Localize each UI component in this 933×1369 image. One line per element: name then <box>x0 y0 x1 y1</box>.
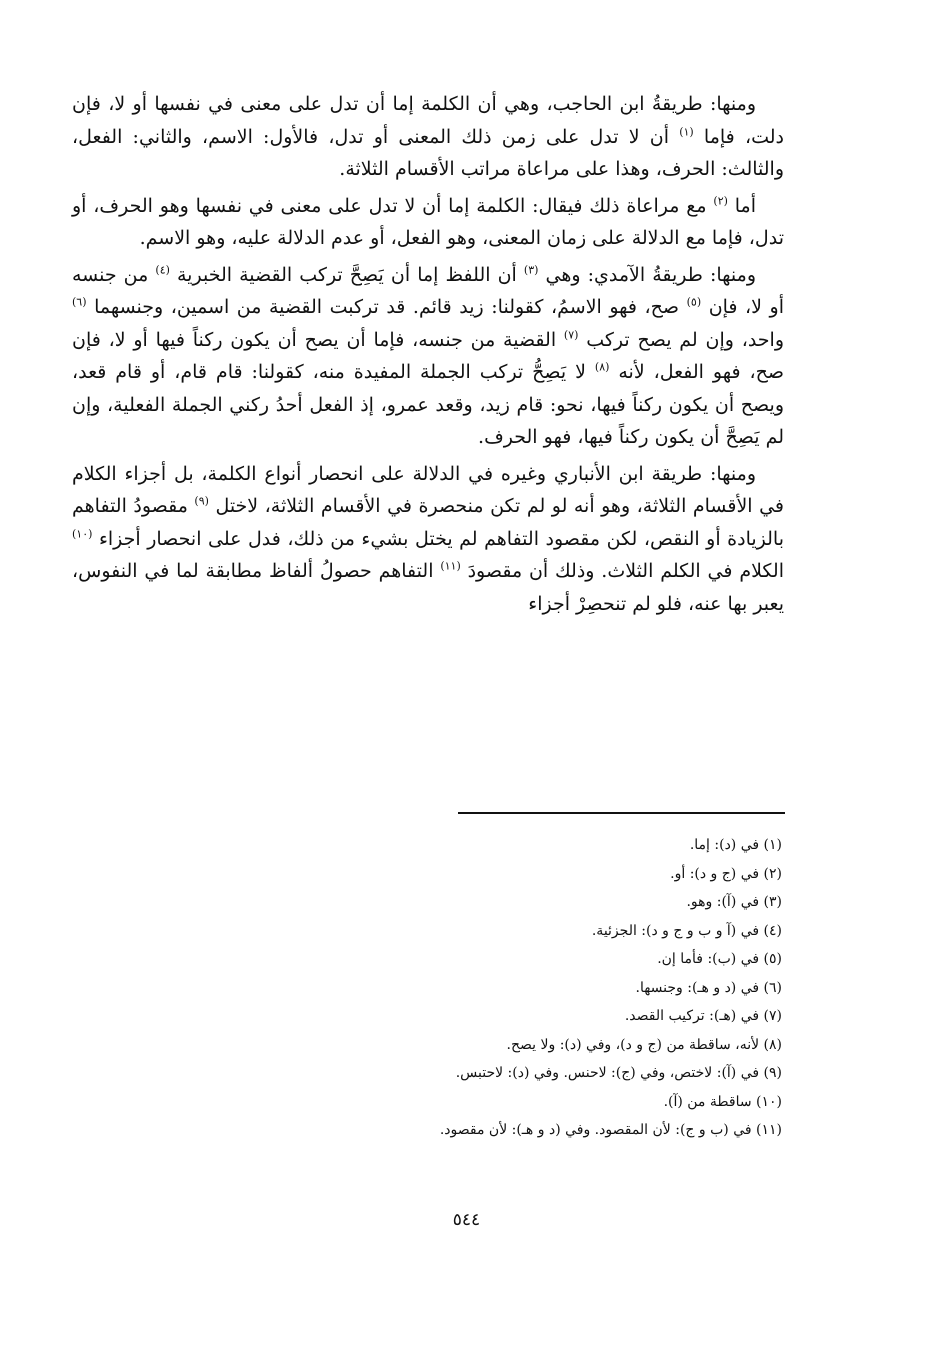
footnote-7: (٧) في (هـ): تركيب القصد. <box>624 1008 782 1024</box>
text-segment: أما <box>734 194 756 217</box>
paragraph-al-amidi <box>72 259 784 454</box>
text-segment: ومنها: طريقةُ ابن الحاجب، وهي أن الكلمة إما أن تدل على معنى في نفسها أو لا، فإن دلت، فإما <box>72 93 784 148</box>
footnote-ref: (١) <box>679 125 694 139</box>
footnote-ref: (٤) <box>155 263 170 277</box>
paragraph-ibn-al-hajib <box>72 88 784 186</box>
page-number: ٥٤٤ <box>452 1210 481 1230</box>
text-segment: واحد، وإن لم يصح تركب <box>586 328 785 351</box>
text-segment: أن لا تدل على زمن ذلك المعنى أو تدل، فالأول: الاسم، والثاني: الفعل، والثالث: الحرف، وهذا على مراعاة مراتب الأقسام الثلاثة. <box>72 125 784 180</box>
text-segment: الكلام في الكلم الثلاث. وذلك أن مقصودَ <box>467 560 784 582</box>
footnote-1: (١) في (د): إما. <box>689 837 782 853</box>
footnote-ref: (٩) <box>194 494 209 508</box>
footnotes <box>72 831 782 1145</box>
footnote-separator <box>458 812 785 814</box>
paragraph-without-order <box>72 190 784 255</box>
text-segment: ومنها: طريقة ابن الأنباري وغيره في الدلالة على انحصار أنواع الكلمة، بل أجزاء الكلام في الأقسام الثلاثة، وهو أنه لو لم تكن منحصرة في الأقسام الثلاثة، لاختل <box>72 462 784 517</box>
text-segment: من جنسه أو لا، فإن <box>72 263 785 318</box>
text-segment: ومنها: طريقةُ الآمدي: وهي <box>545 263 756 286</box>
footnote-ref: (٨) <box>594 360 610 374</box>
footnote-8: (٨) لأنه، ساقطة من (ج و د)، وفي (د): ولا يصح. <box>506 1036 782 1053</box>
footnote-ref: (١٠) <box>72 527 93 541</box>
footnote-10: (١٠) ساقطة من (آ). <box>663 1093 782 1110</box>
text-segment: القضية من جنسه، فإما أن يصح أن يكون ركناً فيها أو لا، فإن صح، فهو الفعل، لأنه <box>72 328 784 383</box>
footnote-ref: (٣) <box>523 263 539 277</box>
footnote-3: (٣) في (آ): وهو. <box>686 894 782 910</box>
footnote-ref: (١١) <box>440 559 461 573</box>
text-segment: صح، فهو الاسمُ، كقولنا: زيد قائم. قد تركبت القضية من اسمين، وجنسهما <box>94 296 680 318</box>
footnote-9: (٩) في (آ): لاختص، وفي (ج): لاحنس. وفي (د): لاحتبس. <box>455 1065 782 1081</box>
paragraph-ibn-al-anbari <box>72 458 784 621</box>
text-segment: التفاهم حصولُ ألفاظ مطابقة لما في النفوس، يعبر بها عنه، فلو لم تنحصِرْ أجزاء <box>72 560 784 615</box>
main-text <box>72 88 784 624</box>
footnote-2: (٢) في (ج و د): أو. <box>670 865 782 882</box>
footnote-ref: (٧) <box>563 328 579 342</box>
text-segment: أن اللفظ إما أن يَصِحَّ تركب القضية الخبرية <box>177 263 517 286</box>
footnote-4: (٤) في (آ و ب و ج و د): الجزئية. <box>591 922 782 939</box>
footnote-11: (١١) في (ب و ج): لأن المقصود. وفي (د و هـ): لأن مقصود. <box>439 1122 782 1138</box>
footnote-5: (٥) في (ب): فأما إن. <box>657 951 782 967</box>
text-segment: مع مراعاة ذلك فيقال: الكلمة إما أن لا تدل على معنى في نفسها وهو الحرف، أو تدل، فإما مع الدلالة على زمان المعنى، وهو الفعل، أو عدم الدلالة عليه، وهو الاسم. <box>72 194 784 249</box>
footnote-ref: (٢) <box>713 194 728 208</box>
footnote-ref: (٦) <box>72 295 87 309</box>
text-segment: لا يَصِحُّ تركب الجملة المفيدة منه، كقولنا: قام قام، أو قام قعد، ويصح أن يكون ركناً فيها، نحو: قام زيد، وقعد عمرو، إذ الفعل أحدُ ركني الجملة الفعلية، وإن لم يَصِحَّ أن يكون ركناً فيها، فهو الحرف. <box>72 361 784 448</box>
footnote-6: (٦) في (د و هـ): وجنسها. <box>635 979 782 996</box>
footnote-ref: (٥) <box>686 295 702 309</box>
text-segment: مقصودُ التفاهم بالزيادة أو النقص، لكن مقصود التفاهم لم يختل بشيء من ذلك، فدل على انحصار أجزاء <box>72 495 784 550</box>
